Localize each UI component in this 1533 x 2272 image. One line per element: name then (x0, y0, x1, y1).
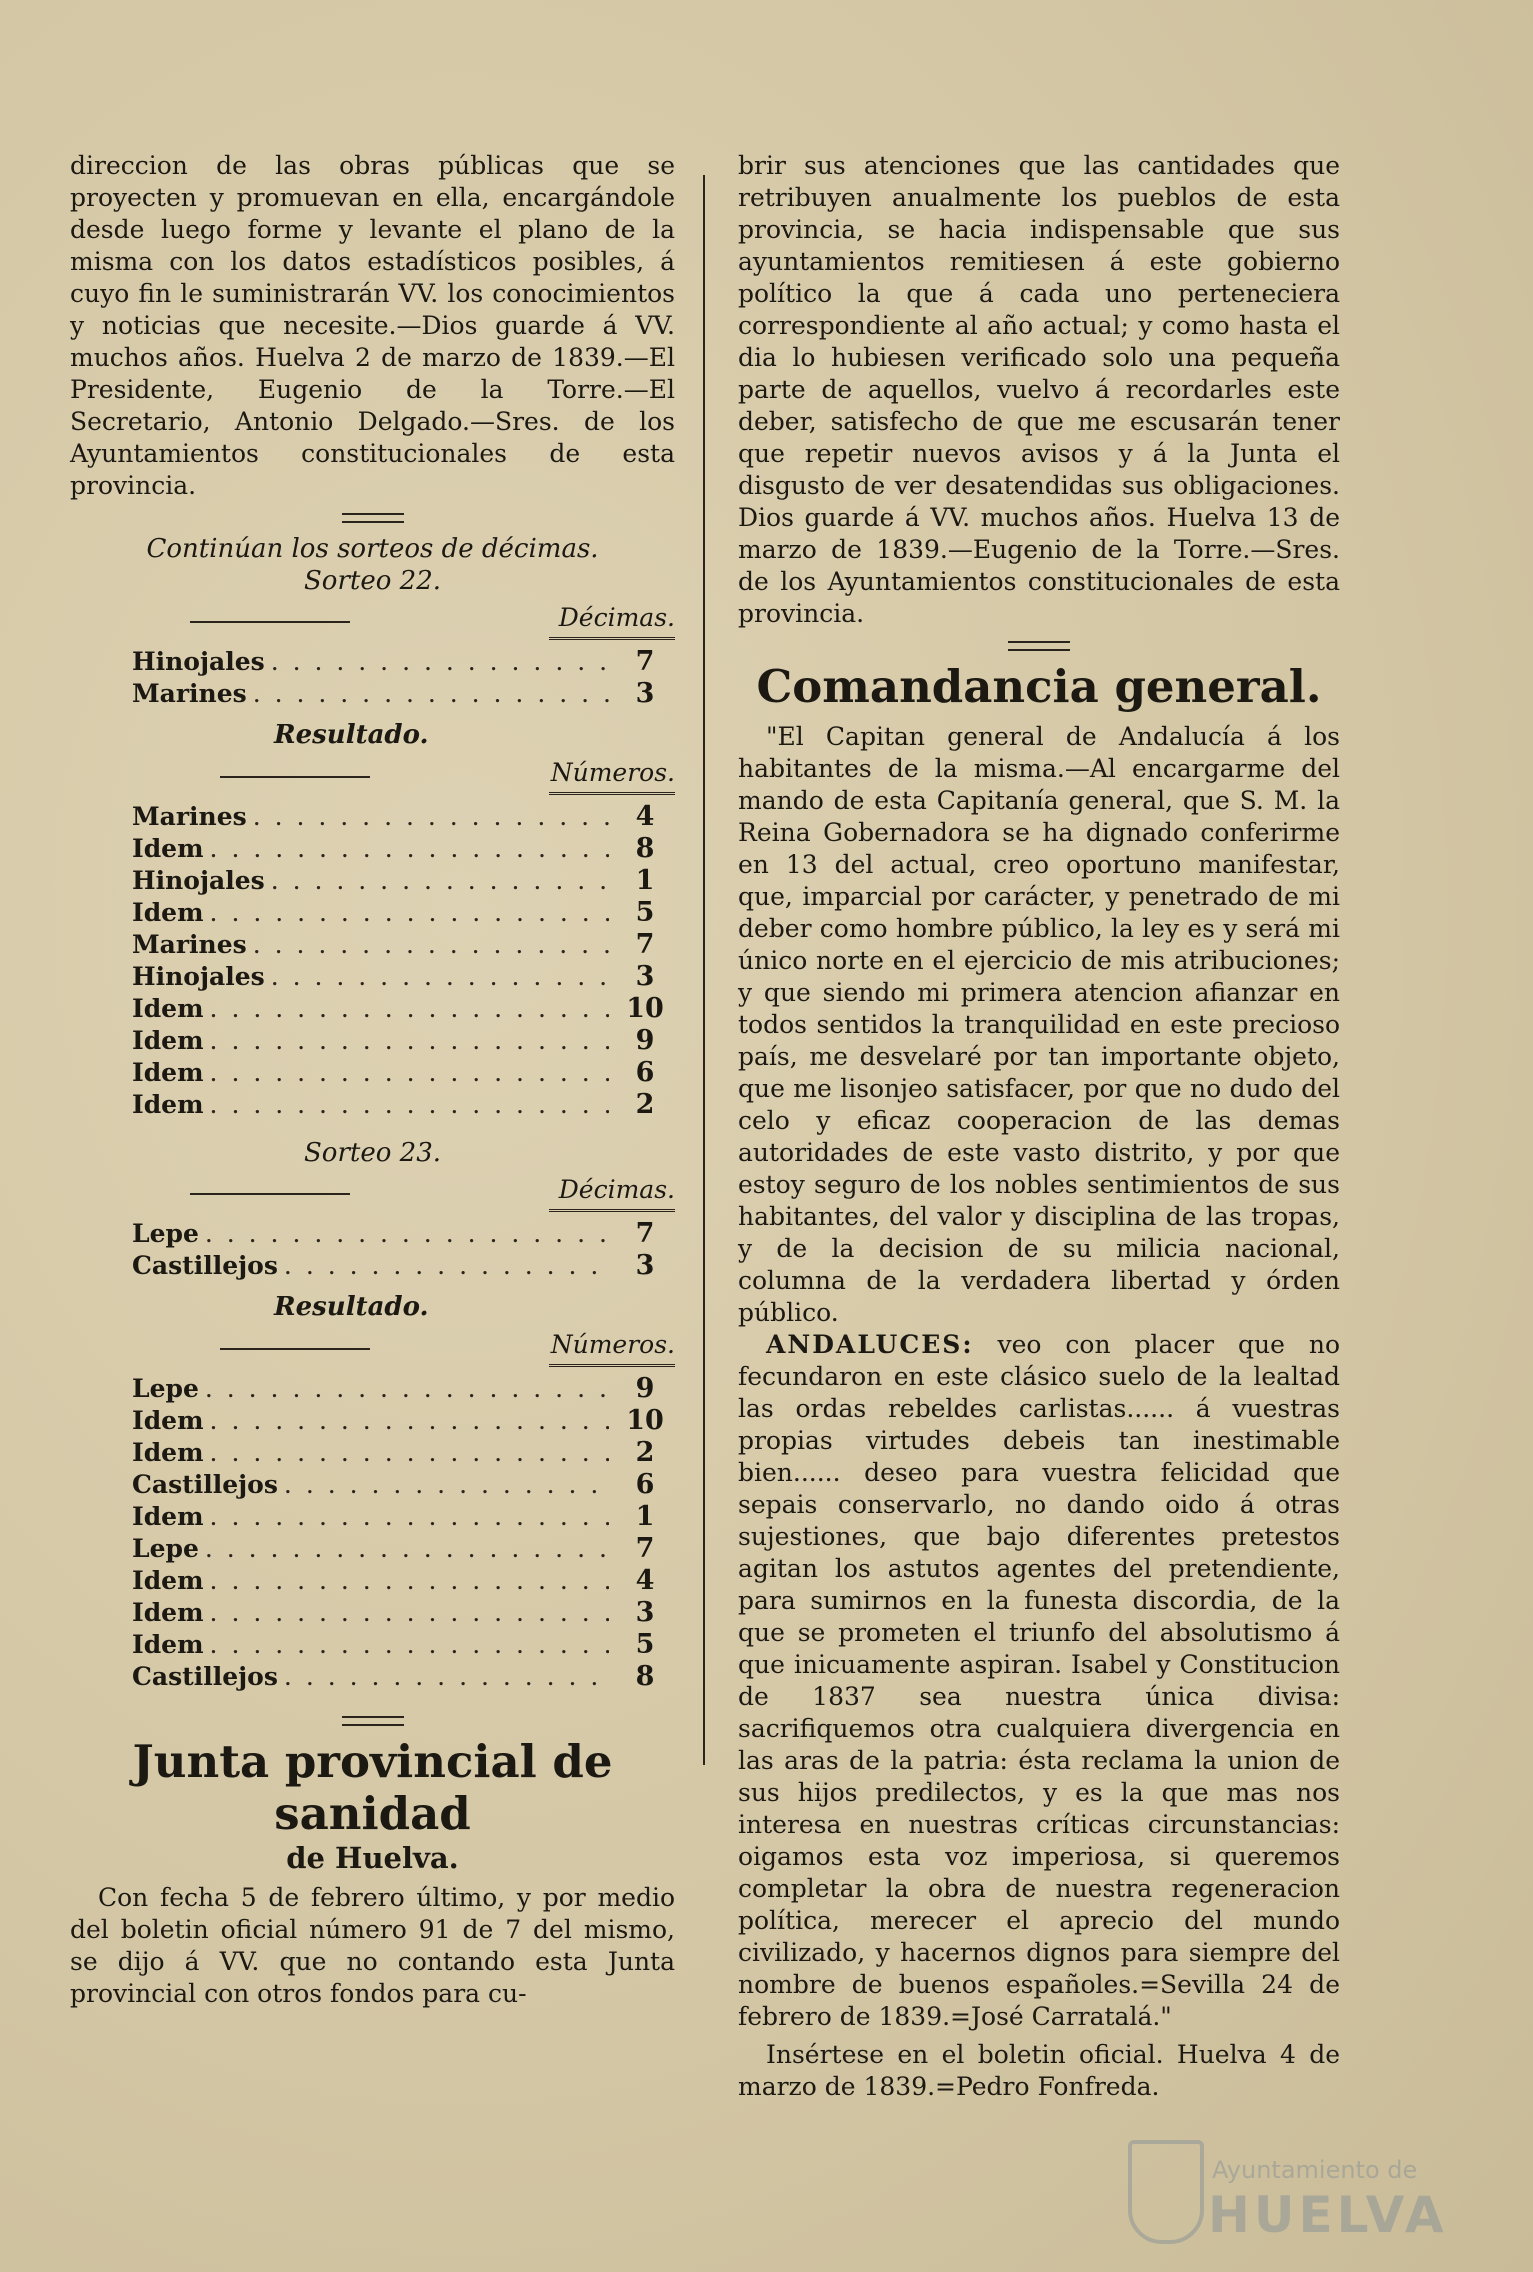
dot-leader (253, 801, 609, 833)
lottery-row (132, 1533, 675, 1565)
ornament-divider (70, 1711, 675, 1730)
numeros-header-row (70, 1330, 675, 1360)
municipality-name: Castillejos (132, 1662, 278, 1691)
ornament-divider (70, 508, 675, 527)
draw-23 (70, 1137, 675, 1693)
municipality-name: Castillejos (132, 1470, 278, 1499)
junta-paragraph: Con fecha 5 de febrero último, y por medio del boletin oficial número 91 de 7 del mismo, se dijo á VV. que no contando esta Junta provincial con otros fondos para cu- (70, 1883, 675, 2008)
lottery-row (132, 1373, 675, 1405)
column-rule (703, 175, 705, 1765)
municipality-name: Marines (132, 802, 247, 831)
junta-continuation: brir sus atenciones que las cantidades que retribuyen anualmente los pueblos de esta provincia, se hacia indispensable que sus ayuntamientos remitiesen á este gobierno político la que á cada uno perteneciera correspondiente al año actual; y como hasta el dia lo hubiesen verificado solo una pequeña parte de aquellos, vuelvo á recordarles este deber, satisfecho de que me escusarán tener que repetir nuevos avisos y á la Junta el disgusto de ver desatendidas sus obligaciones. Dios guarde á VV. muchos años. Huelva 13 de marzo de 1839.—Eugenio de la Torre.—Sres. de los Ayuntamientos constitucionales de esta provincia. (738, 151, 1340, 628)
number-value: 1 (635, 1501, 655, 1532)
dot-leader (210, 1405, 609, 1437)
number-value: 3 (635, 961, 655, 992)
decimas-header-row (70, 1175, 675, 1205)
municipality-name: Lepe (132, 1534, 199, 1563)
dot-leader (210, 993, 609, 1025)
number-value: 4 (635, 1565, 655, 1596)
andaluces-text: veo con placer que no fecundaron en este clásico suelo de la lealtad las ordas rebeldes carlistas...... á vuestras propias virtudes debeis tan inestimable bien...... deseo para vuestra felicidad que sepais conservarlo, no dando oido á otras sujestiones, que bajo diferentes pretestos agitan los astutos agentes del pretendiente, para sumirnos en la funesta discordia, de la que se prometen el triunfo del absolutismo á que inicuamente aspiran. Isabel y Constitucion de 1837 sea nuestra única divisa: sacrifiquemos otra cualquiera divergencia en las aras de la patria: ésta reclama la union de sus hijos predilectos, y es la que mas nos interesa en nuestras críticas circunstancias: oigamos esta voz imperiosa, si queremos completar la obra de nuestra regeneracion política, merecer el aprecio del mundo civilizado, y hacernos dignos para siempre del nombre de buenos españoles.=Sevilla 24 de febrero de 1839.=José Carratalá." (738, 1330, 1340, 2031)
municipality-name: Idem (132, 994, 204, 1023)
numeros-header: Números. (550, 758, 675, 787)
lottery-row (132, 961, 675, 993)
number-value: 8 (635, 1661, 655, 1692)
municipality-name: Idem (132, 1566, 204, 1595)
numeros-header: Números. (550, 1330, 675, 1359)
dot-leader (210, 1437, 609, 1469)
municipality-name: Idem (132, 1502, 204, 1531)
results-list (70, 1373, 675, 1693)
number-value: 5 (635, 897, 655, 928)
results-list (70, 801, 675, 1121)
lottery-row (132, 1565, 675, 1597)
draw-title: Sorteo 22. (304, 566, 441, 596)
decimas-list (70, 646, 675, 710)
municipality-name: Idem (132, 1026, 204, 1055)
municipality-name: Hinojales (132, 866, 265, 895)
dot-leader (210, 1597, 609, 1629)
lottery-row (132, 1501, 675, 1533)
dot-leader (284, 1661, 609, 1693)
result-title: Resultado. (274, 720, 429, 750)
lottery-row (132, 833, 675, 865)
decimas-list (70, 1218, 675, 1282)
decimas-header-row (70, 603, 675, 633)
number-value: 9 (635, 1025, 655, 1056)
municipality-name: Castillejos (132, 1251, 278, 1280)
lottery-row (132, 897, 675, 929)
municipality-name: Idem (132, 1598, 204, 1627)
comandancia-heading: Comandancia general. (756, 660, 1322, 713)
lottery-row (132, 1597, 675, 1629)
number-value: 8 (635, 833, 655, 864)
right-column (738, 150, 1340, 2103)
number-value: 10 (626, 993, 664, 1024)
number-value: 10 (626, 1405, 664, 1436)
number-value: 9 (635, 1373, 655, 1404)
andaluces-lead: ANDALUCES: (766, 1330, 974, 1359)
dot-leader (284, 1250, 609, 1282)
lottery-row (132, 1250, 675, 1282)
decimas-header: Décimas. (558, 603, 675, 632)
municipality-name: Lepe (132, 1374, 199, 1403)
lottery-row (132, 1089, 675, 1121)
number-value: 2 (635, 1089, 655, 1120)
number-value: 7 (635, 1218, 655, 1249)
lottery-row (132, 929, 675, 961)
intro-paragraph: direccion de las obras públicas que se proyecten y promuevan en ella, encargándole desde luego forme y levante el plano de la misma con los datos estadísticos posibles, á cuyo fin le suministrarán VV. los conocimientos y noticias que necesite.—Dios guarde á VV. muchos años. Huelva 2 de marzo de 1839.—El Presidente, Eugenio de la Torre.—El Secretario, Antonio Delgado.—Sres. de los Ayuntamientos constitucionales de esta provincia. (70, 151, 675, 500)
dot-leader (210, 1089, 609, 1121)
junta-heading: Junta provincial de sanidad (132, 1735, 613, 1840)
watermark-logo (1128, 2140, 1468, 2250)
lottery-row (132, 1218, 675, 1250)
number-value: 3 (635, 1597, 655, 1628)
number-value: 3 (635, 678, 655, 709)
dot-leader (210, 833, 609, 865)
lottery-row (132, 1629, 675, 1661)
lottery-row (132, 801, 675, 833)
number-value: 2 (635, 1437, 655, 1468)
dot-leader (210, 1565, 609, 1597)
junta-subheading: de Huelva. (286, 1841, 459, 1875)
andaluces-paragraph (738, 1329, 1340, 2033)
number-value: 1 (635, 865, 655, 896)
dot-leader (210, 1057, 609, 1089)
lottery-row (132, 865, 675, 897)
number-value: 6 (635, 1057, 655, 1088)
lottery-row (132, 1469, 675, 1501)
municipality-name: Idem (132, 1630, 204, 1659)
lottery-row (132, 1405, 675, 1437)
municipality-name: Idem (132, 898, 204, 927)
number-value: 5 (635, 1629, 655, 1660)
decimas-header: Décimas. (558, 1175, 675, 1204)
dot-leader (253, 929, 609, 961)
dot-leader (205, 1373, 609, 1405)
numeros-header-row (70, 758, 675, 788)
header-rule (549, 1364, 675, 1367)
dot-leader (210, 1629, 609, 1661)
dot-leader (253, 678, 609, 710)
lottery-row (132, 1025, 675, 1057)
dot-leader (271, 865, 609, 897)
lottery-caption: Continúan los sorteos de décimas. (146, 534, 599, 564)
dot-leader (210, 897, 609, 929)
lottery-row (132, 1661, 675, 1693)
number-value: 6 (635, 1469, 655, 1500)
watermark-line2: HUELVA (1208, 2186, 1448, 2244)
municipality-name: Idem (132, 1090, 204, 1119)
lottery-row (132, 646, 675, 678)
draw-title: Sorteo 23. (304, 1138, 441, 1168)
dot-leader (271, 961, 609, 993)
dot-leader (284, 1469, 609, 1501)
ornament-divider (738, 636, 1340, 655)
number-value: 7 (635, 646, 655, 677)
lottery-row (132, 993, 675, 1025)
header-rule (549, 1209, 675, 1212)
lottery-row (132, 1057, 675, 1089)
municipality-name: Idem (132, 1058, 204, 1087)
left-column (70, 150, 675, 2010)
draw-22 (70, 565, 675, 1121)
dot-leader (205, 1533, 609, 1565)
municipality-name: Marines (132, 930, 247, 959)
municipality-name: Hinojales (132, 647, 265, 676)
municipality-name: Idem (132, 1438, 204, 1467)
shield-icon (1128, 2140, 1204, 2244)
result-title: Resultado. (274, 1292, 429, 1322)
header-rule (549, 637, 675, 640)
municipality-name: Marines (132, 679, 247, 708)
number-value: 7 (635, 1533, 655, 1564)
municipality-name: Hinojales (132, 962, 265, 991)
dot-leader (205, 1218, 609, 1250)
number-value: 3 (635, 1250, 655, 1281)
insertese-paragraph: Insértese en el boletin oficial. Huelva 4 de marzo de 1839.=Pedro Fonfreda. (738, 2040, 1340, 2101)
header-rule (549, 792, 675, 795)
watermark-line1: Ayuntamiento de (1212, 2156, 1418, 2184)
municipality-name: Lepe (132, 1219, 199, 1248)
lottery-row (132, 678, 675, 710)
number-value: 4 (635, 801, 655, 832)
dot-leader (210, 1025, 609, 1057)
number-value: 7 (635, 929, 655, 960)
lottery-row (132, 1437, 675, 1469)
dot-leader (210, 1501, 609, 1533)
municipality-name: Idem (132, 1406, 204, 1435)
proclamation-paragraph: "El Capitan general de Andalucía á los habitantes de la misma.—Al encargarme del mando de esta Capitanía general, que S. M. la Reina Gobernadora se ha dignado conferirme en 13 del actual, creo oportuno manifestar, que, imparcial por carácter, y penetrado de mi deber como hombre público, la ley es y será mi único norte en el ejercicio de mis atribuciones; y que siendo mi primera atencion afianzar en todos sentidos la tranquilidad en este precioso país, me desvelaré por tan importante objeto, que me lisonjeo satisfacer, por que no dudo del celo y eficaz cooperacion de las demas autoridades de este vasto distrito, y por que estoy seguro de los nobles sentimientos de sus habitantes, del valor y disciplina de las tropas, y de la decision de su milicia nacional, columna de la verdadera libertad y órden público. (738, 722, 1340, 1327)
dot-leader (271, 646, 609, 678)
municipality-name: Idem (132, 834, 204, 863)
